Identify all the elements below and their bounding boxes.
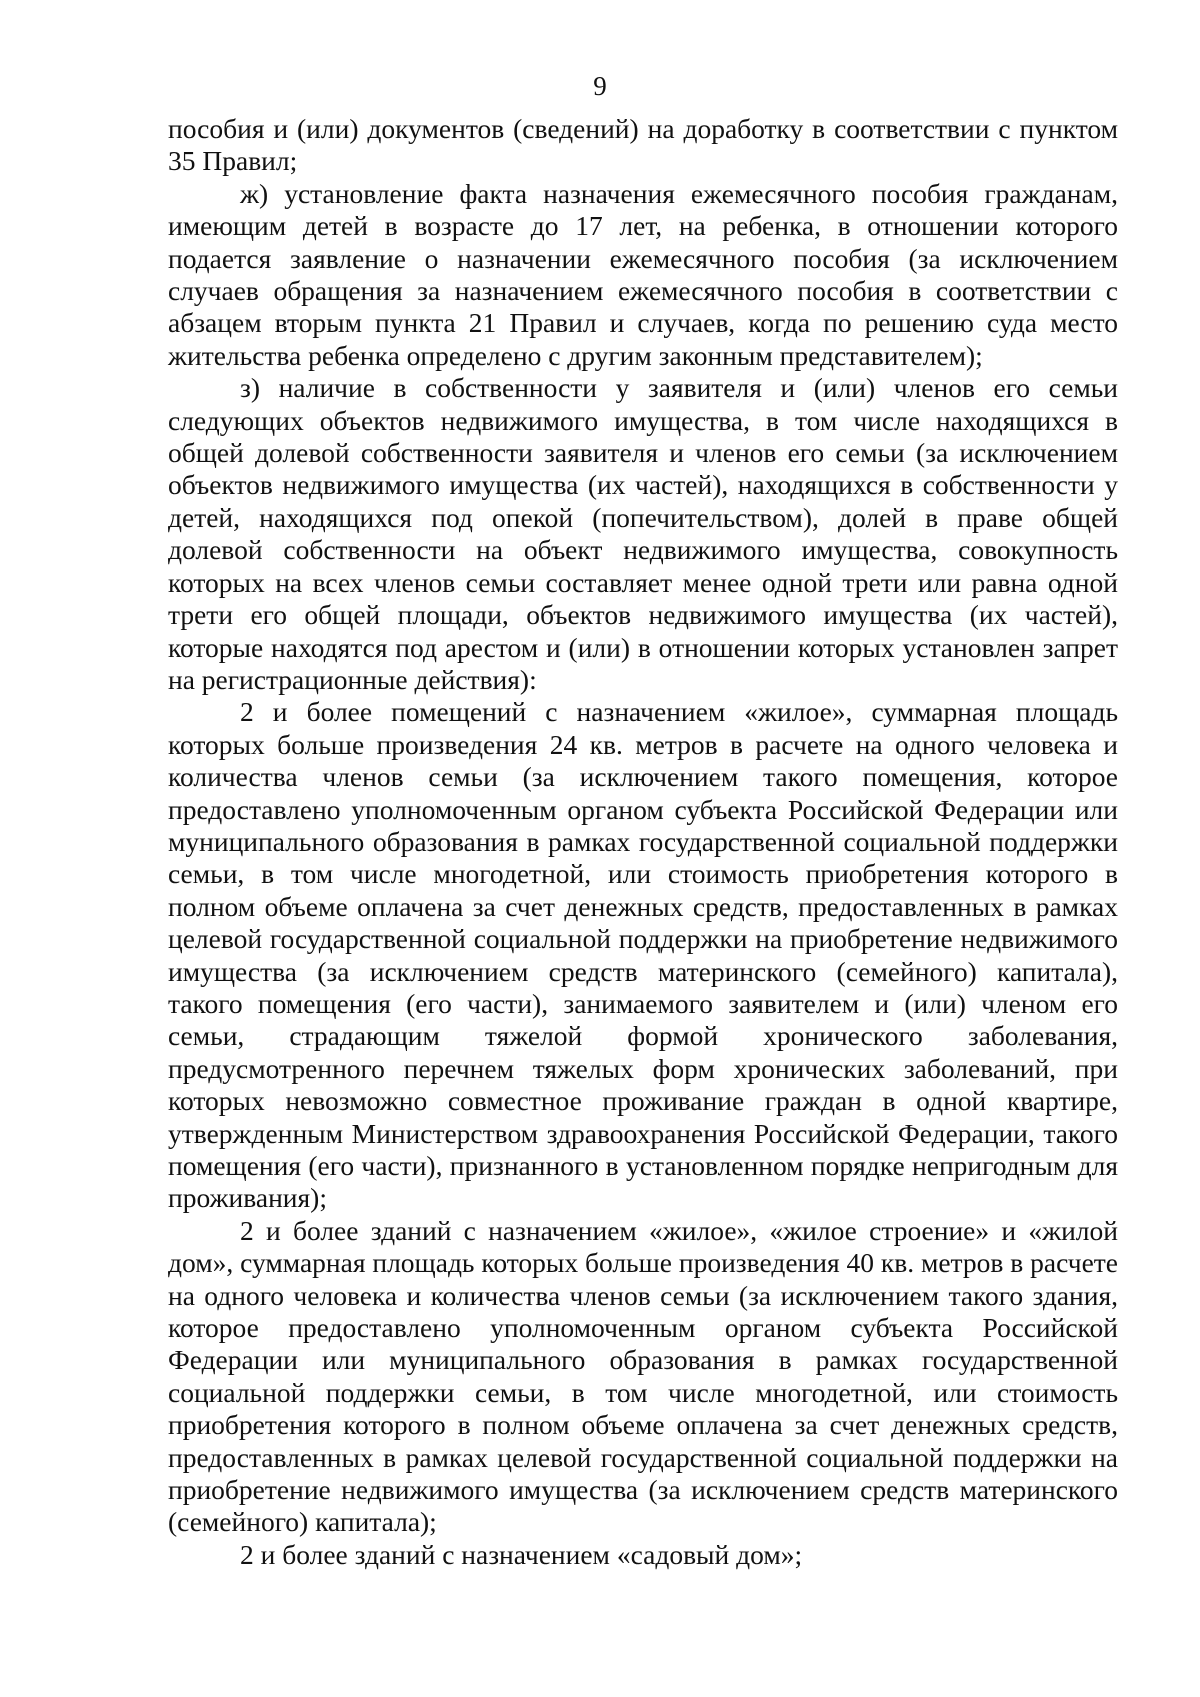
paragraph-garden-house: 2 и более зданий с назначением «садовый дом»;	[240, 1538, 803, 1570]
paragraph-item-z: з) наличие в собственности у заявителя и (или) членов его семьи следующих объектов недвижимого имущества, в том числе находящихся в общей долевой собственности заявителя и членов его семьи (за исключением объектов недвижимого имущества (их частей), находящихся в собственности у детей, находящихся под опекой (попечительством), долей в праве общей долевой собственности на объект недвижимого имущества, совокупность которых на всех членов семьи составляет менее одной трети или равна одной трети его общей площади, объектов недвижимого имущества (их частей), которые находятся под арестом и (или) в отношении которых установлен запрет на регистрационные действия):	[168, 372, 1118, 695]
paragraph-residential-buildings: 2 и более зданий с назначением «жилое», «жилое строение» и «жилой дом», суммарная площадь которых больше произведения 40 кв. метров в расчете на одного человека и количества членов семьи (за исключением такого здания, которое предоставлено уполномоченным органом субъекта Российской Федерации или муниципального образования в рамках государственной социальной поддержки семьи, в том числе многодетной, или стоимость приобретения которого в полном объеме оплачена за счет денежных средств, предоставленных в рамках целевой государственной социальной поддержки на приобретение недвижимого имущества (за исключением средств материнского (семейного) капитала);	[168, 1214, 1118, 1538]
document-body	[168, 113, 1118, 1571]
page-number: 9	[593, 71, 607, 101]
paragraph-item-zh: ж) установление факта назначения ежемесячного пособия гражданам, имеющим детей в возрасте до 17 лет, на ребенка, в отношении которого подается заявление о назначении ежемесячного пособия (за исключением случаев обращения за назначением ежемесячного пособия в соответствии с абзацем вторым пункта 21 Правил и случаев, когда по решению суда место жительства ребенка определено с другим законным представителем);	[168, 177, 1118, 371]
paragraph-continuation: пособия и (или) документов (сведений) на доработку в соответствии с пунктом 35 Правил;	[168, 113, 1118, 177]
paragraph-residential-premises: 2 и более помещений с назначением «жилое», суммарная площадь которых больше произведения 24 кв. метров в расчете на одного человека и количества членов семьи (за исключением такого помещения, которое предоставлено уполномоченным органом субъекта Российской Федерации или муниципального образования в рамках государственной социальной поддержки семьи, в том числе многодетной, или стоимость приобретения которого в полном объеме оплачена за счет денежных средств, предоставленных в рамках целевой государственной социальной поддержки на приобретение недвижимого имущества (за исключением средств материнского (семейного) капитала), такого помещения (его части), занимаемого заявителем и (или) членом его семьи, страдающим тяжелой формой хронического заболевания, предусмотренного перечнем тяжелых форм хронических заболеваний, при которых невозможно совместное проживание граждан в одной квартире, утвержденным Министерством здравоохранения Российской Федерации, такого помещения (его части), признанного в установленном порядке непригодным для проживания);	[168, 696, 1118, 1214]
